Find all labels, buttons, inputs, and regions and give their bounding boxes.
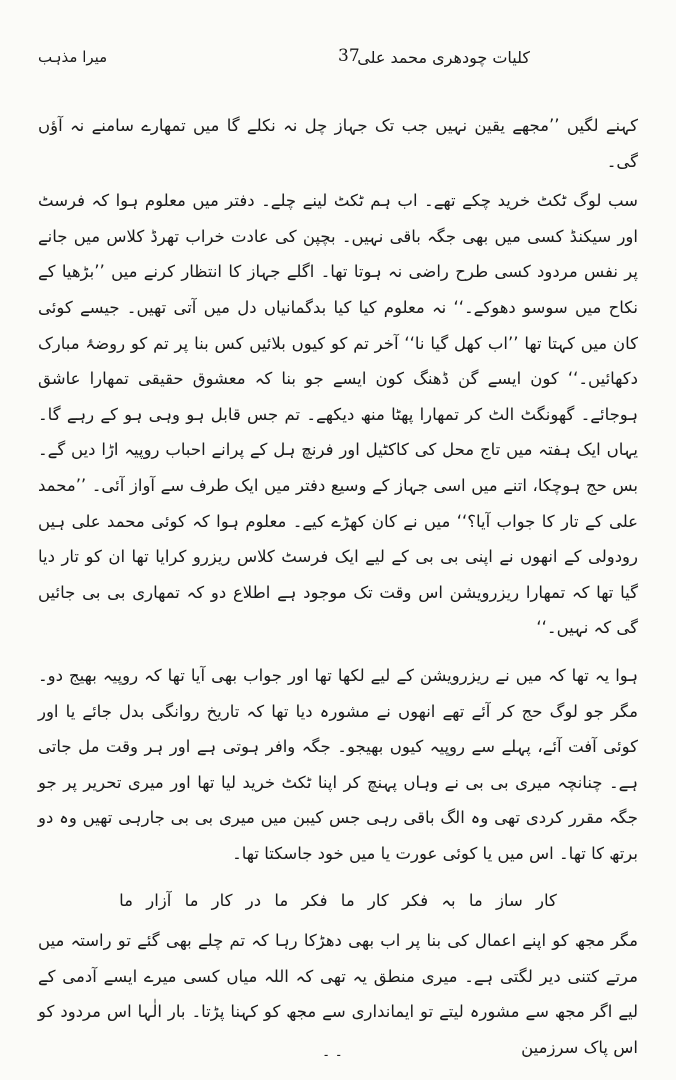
paragraph-3: ہوا یہ تھا کہ میں نے ریزرویشن کے لیے لکھا تھا اور جواب بھی آیا تھا کہ روپیہ بھیج دو۔ مگر جو لوگ حج کر آئے تھے انھوں نے مشورہ دیا تھا کہ تاریخ روانگی بدل جائے یا اور کوئی آفت آئے، پہلے سے روپیہ کیوں بھیجو۔ جگہ وافر ہوتی ہے اور ہر وقت مل جاتی ہے۔ چنانچہ میری بی بی نے وہاں پہنچ کر اپنا ٹکٹ خرید لیا تھا اور میری تحریر پر جو جگہ مقرر کردی تھی وہ الگ باقی رہی جس کیبن میں میری بی بی جارہی تھیں وہ دو برتھ کا تھا۔ اس میں یا کوئی عورت یا میں خود جاسکتا تھا۔ [38,665,638,863]
paragraph-2: سب لوگ ٹکٹ خرید چکے تھے۔ اب ہم ٹکٹ لینے چلے۔ دفتر میں معلوم ہوا کہ فرسٹ اور سیکنڈ کسی میں بھی جگہ باقی نہیں۔ بچپن کی عادت خراب تھرڈ کلاس میں جانے پر نفس مردود کسی طرح راضی نہ ہوتا تھا۔ اگلے جہاز کا انتظار کرنے میں ’’بڑھیا کے نکاح میں سوسو دھوکے۔‘‘ نہ معلوم کیا کیا بدگمانیاں دل میں آتی تھیں۔ جیسے کوئی کان میں کہتا تھا ’’اب کھل گیا نا‘‘ آخر تم کو کیوں بلائیں کس بنا پر تم کو روضۂ مبارک دکھائیں۔‘‘ کون ایسے گن ڈھنگ کون ایسے جو بنا کہ معشوق حقیقی تمھارا عاشق ہوجائے۔ گھونگٹ الٹ کر تمھارا پھٹا منھ دیکھے۔ تم جس قابل ہو وہی ہو کے رہے گا۔ یہاں ایک ہفتہ میں تاج محل کی کاکٹیل اور فرنچ ہل کے پرانے احباب روپیہ اڑا دیں گے۔ بس حج ہوچکا، اتنے میں اسی جہاز کے وسیع دفتر میں ایک طرف سے آواز آئی۔ ’’محمد علی کے تار کا جواب آیا؟‘‘ میں نے کان کھڑے کیے۔ معلوم ہوا کہ کوئی محمد علی ہیں رودولی کے انھوں نے اپنی بی بی کے لیے ایک فرسٹ کلاس ریزرو کرایا تھا ان کو تار دیا گیا تھا کہ تمھارا ریزرویشن اس وقت تک موجود ہے اطلاع دو کہ تمھاری بی بی جائیں گی کہ نہیں۔‘‘ [38,191,638,638]
page-header [38,46,638,76]
persian-verse: کار ساز ما بہ فکر کار ما فکر ما در کار ما آزار ما [119,891,557,911]
page-body [38,108,638,1077]
paragraph-1: کہنے لگیں ’’مجھے یقین نہیں جب تک جہاز چل نہ نکلے گا میں تمھارے سامنے نہ آؤں گی۔ [38,116,638,171]
chapter-title: میرا مذہب [38,48,108,66]
footer-mark: ۔ ۔ [322,1044,343,1060]
book-title: کلیات چودھری محمد علی [357,48,530,67]
paragraph-4: مگر مجھ کو اپنے اعمال کی بنا پر اب بھی دھڑکا رہا کہ تم چلے بھی گئے تو راستہ میں مرتے کتنی دیر لگتی ہے۔ میری منطق یہ تھی کہ اللہ میاں کسی میرے ایسے آدمی کے لیے اگر مجھ سے مشورہ لیتے تو ایمانداری سے مجھ کو کہنا پڑتا۔ بار الٰہا اس مردود کو اس پاک سرزمین [38,931,638,1057]
page-number: 37 [338,46,360,66]
